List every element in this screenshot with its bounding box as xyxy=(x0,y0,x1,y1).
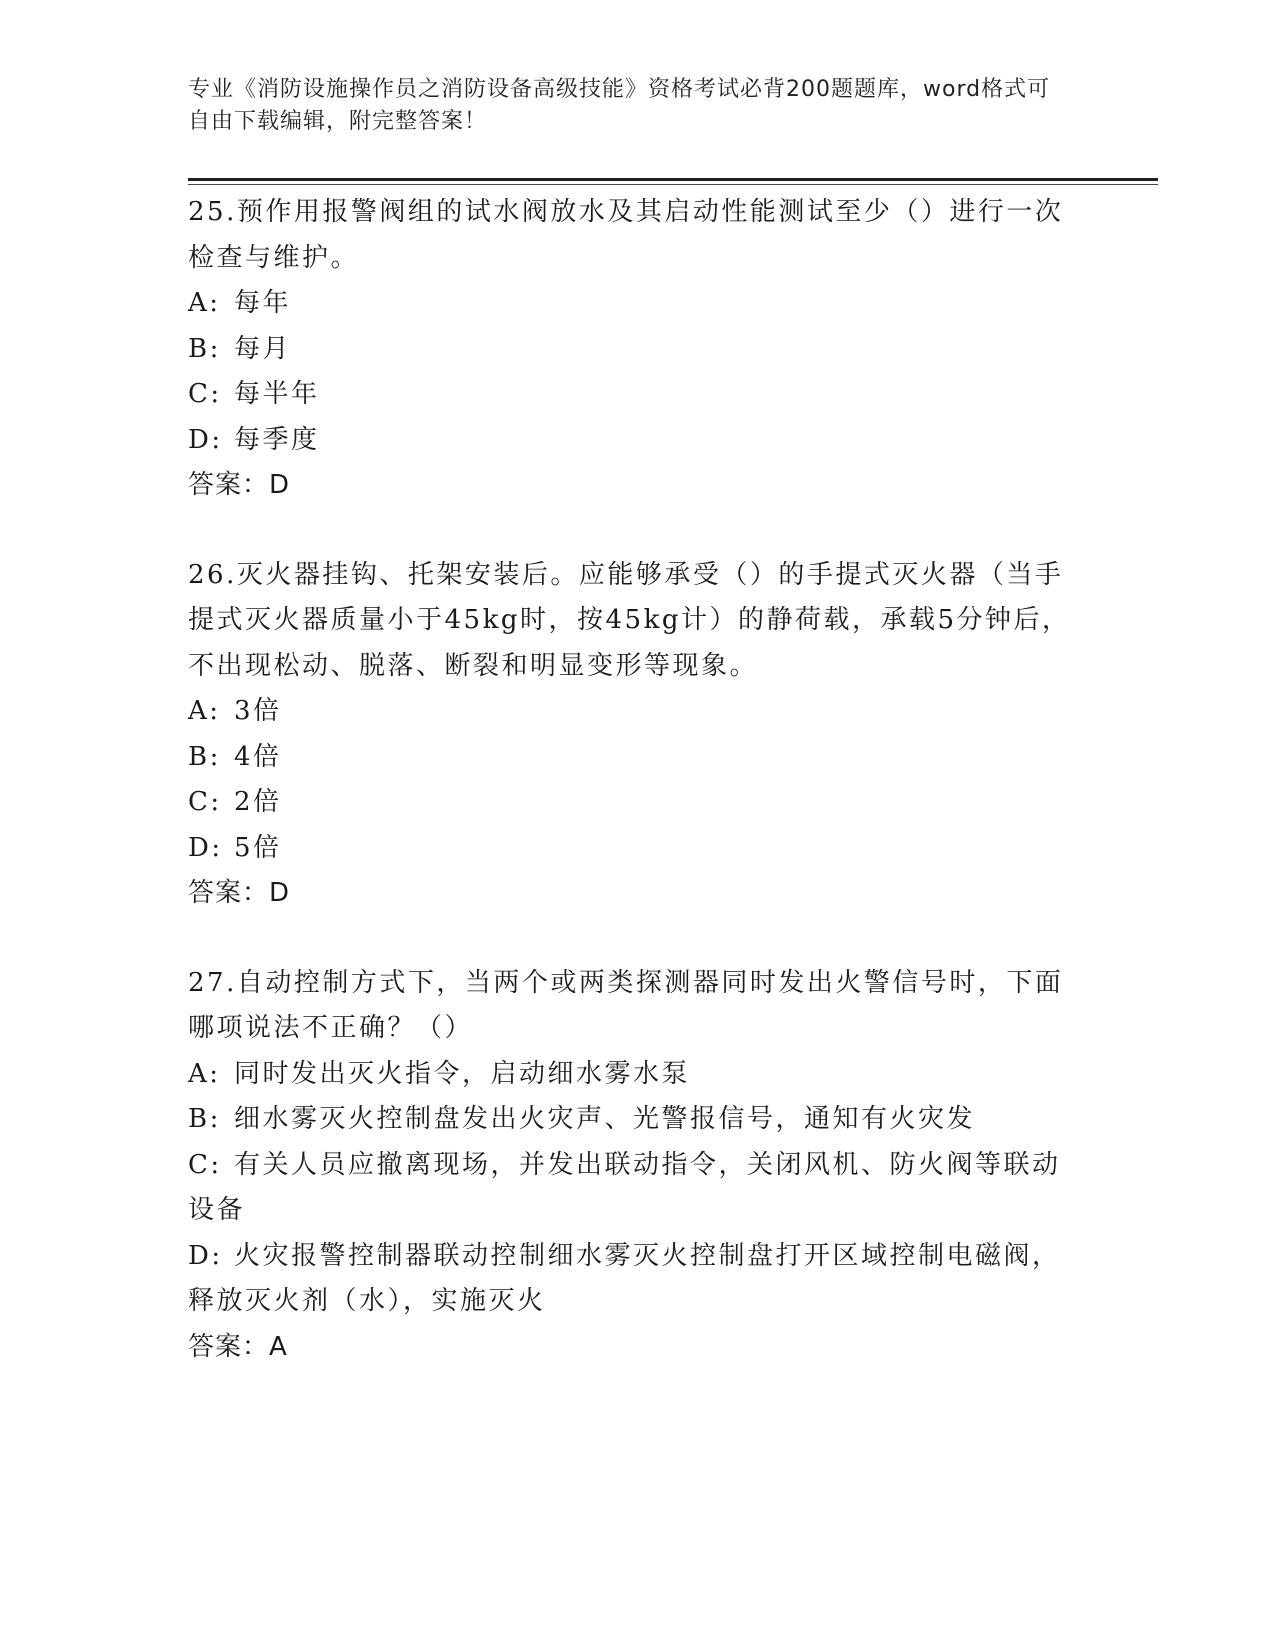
option-text: 每半年 xyxy=(234,379,320,409)
option-key: C: xyxy=(188,1149,222,1180)
question-list xyxy=(188,190,1088,1414)
option-key: A: xyxy=(188,1058,221,1089)
option-d xyxy=(188,418,1088,464)
option-text: 每年 xyxy=(234,288,292,318)
header-divider-thick xyxy=(188,178,1158,181)
option-text: 同时发出灭火指令，启动细水雾水泵 xyxy=(234,1058,691,1089)
option-key: C: xyxy=(188,787,222,817)
option-c xyxy=(188,780,1088,826)
option-d xyxy=(188,1234,1088,1325)
question-stem: 25.预作用报警阀组的试水阀放水及其启动性能测试至少（）进行一次检查与维护。 xyxy=(188,197,1064,273)
answer-line: 答案：A xyxy=(188,1331,288,1362)
option-key: A: xyxy=(188,288,221,318)
option-text: 火灾报警控制器联动控制细水雾灭火控制盘打开区域控制电磁阀，释放灭火剂（水），实施灭火 xyxy=(188,1240,1061,1316)
answer-line: 答案：D xyxy=(188,878,291,908)
option-text: 4倍 xyxy=(234,741,282,772)
question-25 xyxy=(188,190,1088,509)
option-key: B: xyxy=(188,1104,221,1134)
option-b xyxy=(188,735,1088,781)
option-key: D: xyxy=(188,832,223,863)
option-key: A: xyxy=(188,696,221,726)
document-header: 专业《消防设施操作员之消防设备高级技能》资格考试必背200题题库，word格式可自由下载编辑，附完整答案！ xyxy=(188,77,1051,134)
option-a xyxy=(188,1052,1088,1098)
option-text: 有关人员应撤离现场，并发出联动指令，关闭风机、防火阀等联动设备 xyxy=(188,1149,1061,1225)
option-b xyxy=(188,1097,1088,1143)
option-c xyxy=(188,372,1088,418)
option-key: C: xyxy=(188,379,222,409)
question-stem: 26.灭火器挂钩、托架安装后。应能够承受（）的手提式灭火器（当手提式灭火器质量小于45kg时，按45kg计）的静荷载，承载5分钟后，不出现松动、脱落、断裂和明显变形等现象。 xyxy=(188,559,1071,681)
header-divider-thin xyxy=(188,184,1158,185)
option-c xyxy=(188,1143,1088,1234)
option-key: D: xyxy=(188,424,223,455)
option-text: 细水雾灭火控制盘发出火灾声、光警报信号，通知有火灾发 xyxy=(234,1104,976,1134)
option-text: 每季度 xyxy=(234,424,320,455)
question-26 xyxy=(188,553,1088,917)
question-stem: 27.自动控制方式下，当两个或两类探测器同时发出火警信号时，下面哪项说法不正确？（） xyxy=(188,967,1064,1043)
option-d xyxy=(188,826,1088,872)
option-text: 2倍 xyxy=(234,787,282,817)
option-key: B: xyxy=(188,333,221,364)
question-27 xyxy=(188,961,1088,1371)
option-text: 5倍 xyxy=(234,832,282,863)
option-text: 3倍 xyxy=(234,696,282,726)
option-key: B: xyxy=(188,741,221,772)
answer-line: 答案：D xyxy=(188,470,291,500)
option-b xyxy=(188,327,1088,373)
option-text: 每月 xyxy=(234,333,292,364)
option-a xyxy=(188,281,1088,327)
option-a xyxy=(188,689,1088,735)
option-key: D: xyxy=(188,1240,223,1271)
